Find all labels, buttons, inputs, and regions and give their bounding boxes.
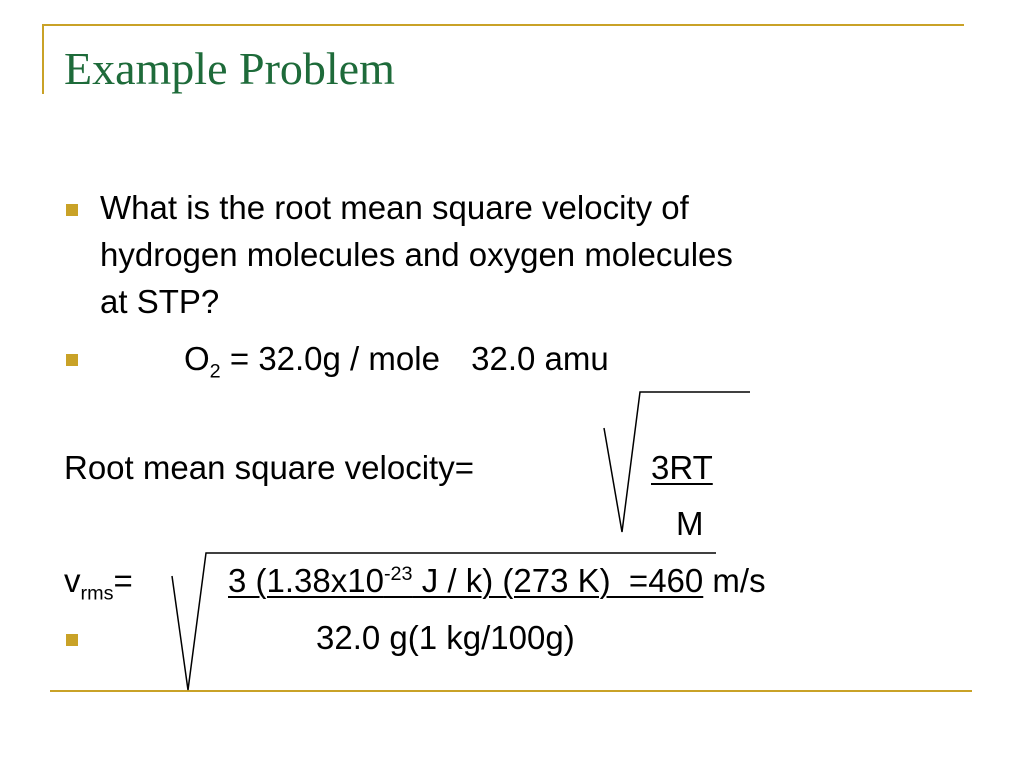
calc-denominator: 32.0 g(1 kg/100g) [316, 619, 575, 656]
formula-numerator: 3RT [651, 449, 713, 486]
calc-exponent: -23 [383, 563, 413, 585]
oxygen-amu: 32.0 amu [471, 340, 609, 377]
question-line-3: at STP? [100, 283, 220, 320]
oxygen-subscript: 2 [209, 360, 221, 383]
formula-label: Root mean square velocity= [64, 449, 474, 486]
radical-sign-calc [172, 553, 716, 690]
question-line-1: What is the root mean square velocity of [100, 189, 689, 226]
oxygen-symbol: O [184, 340, 210, 377]
vrms-equals: = [113, 562, 133, 599]
oxygen-molar-mass: 32.0g / mole [258, 340, 440, 377]
calc-unit: m/s [703, 562, 766, 599]
vrms-subscript: rms [80, 582, 114, 605]
radical-sign-formula [604, 392, 750, 532]
calc-numerator-b: J / k) (273 K) =460 [412, 562, 704, 599]
vrms-v: v [64, 562, 81, 599]
question-line-2: hydrogen molecules and oxygen molecules [100, 236, 733, 273]
formula-denominator: M [676, 505, 704, 542]
slide-title: Example Problem [64, 43, 395, 94]
calc-numerator-a: 3 (1.38x10 [228, 562, 384, 599]
oxygen-equals: = [229, 340, 250, 377]
